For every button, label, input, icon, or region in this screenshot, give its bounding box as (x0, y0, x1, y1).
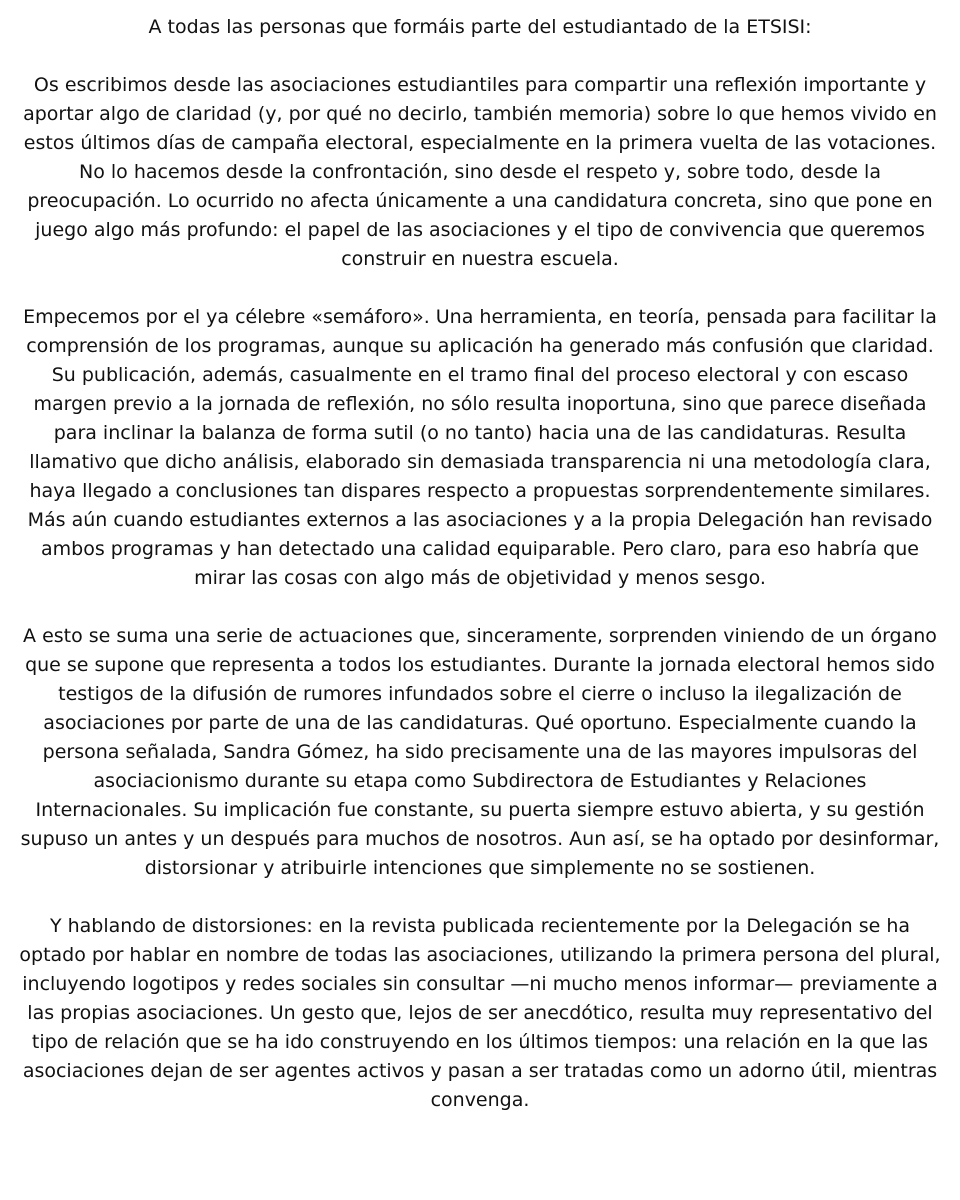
letter-salutation: A todas las personas que formáis parte del estudiantado de la ETSISI: (148, 16, 812, 38)
paragraph-rumors: A esto se suma una serie de actuaciones que, sinceramente, sorprenden viniendo de un órgano que se supone que representa a todos los estudiantes. Durante la jornada electoral hemos sido testigos de la difusión de rumores infundados sobre el cierre o incluso la ilegalización de asociaciones por parte de una de las candidaturas. Qué oportuno. Especialmente cuando la persona señalada, Sandra Gómez, ha sido precisamente una de las mayores impulsoras del asociacionismo durante su etapa como Subdirectora de Estudiantes y Relaciones Internacionales. Su implicación fue constante, su puerta siempre estuvo abierta, y su gestión supuso un antes y un después para muchos de nosotros. Aun así, se ha optado por desinformar, distorsionar y atribuirle intenciones que simplemente no se sostienen. (20, 625, 940, 879)
paragraph-magazine: Y hablando de distorsiones: en la revista publicada recientemente por la Delegación se ha optado por hablar en nombre de todas las asociaciones, utilizando la primera persona del plural, incluyendo logotipos y redes sociales sin consultar —ni mucho menos informar— previamente a las propias asociaciones. Un gesto que, lejos de ser anecdótico, resulta muy representativo del tipo de relación que se ha ido construyendo en los últimos tiempos: una relación en la que las asociaciones dejan de ser agentes activos y pasan a ser tratadas como un adorno útil, mientras convenga. (19, 915, 941, 1111)
paragraph-introduction: Os escribimos desde las asociaciones estudiantiles para compartir una reflexión importante y aportar algo de claridad (y, por qué no decirlo, también memoria) sobre lo que hemos vivido en estos últimos días de campaña electoral, especialmente en la primera vuelta de las votaciones. No lo hacemos desde la confrontación, sino desde el respeto y, sobre todo, desde la preocupación. Lo ocurrido no afecta únicamente a una candidatura concreta, sino que pone en juego algo más profundo: el papel de las asociaciones y el tipo de convivencia que queremos construir en nuestra escuela. (23, 74, 937, 270)
paragraph-semaforo: Empecemos por el ya célebre «semáforo». Una herramienta, en teoría, pensada para facilitar la comprensión de los programas, aunque su aplicación ha generado más confusión que claridad. Su publicación, además, casualmente en el tramo final del proceso electoral y con escaso margen previo a la jornada de reflexión, no sólo resulta inoportuna, sino que parece diseñada para inclinar la balanza de forma sutil (o no tanto) hacia una de las candidaturas. Resulta llamativo que dicho análisis, elaborado sin demasiada transparencia ni una metodología clara, haya llegado a conclusiones tan dispares respecto a propuestas sorprendentemente similares. Más aún cuando estudiantes externos a las asociaciones y a la propia Delegación han revisado ambos programas y han detectado una calidad equiparable. Pero claro, para eso habría que mirar las cosas con algo más de objetividad y menos sesgo. (23, 306, 937, 589)
